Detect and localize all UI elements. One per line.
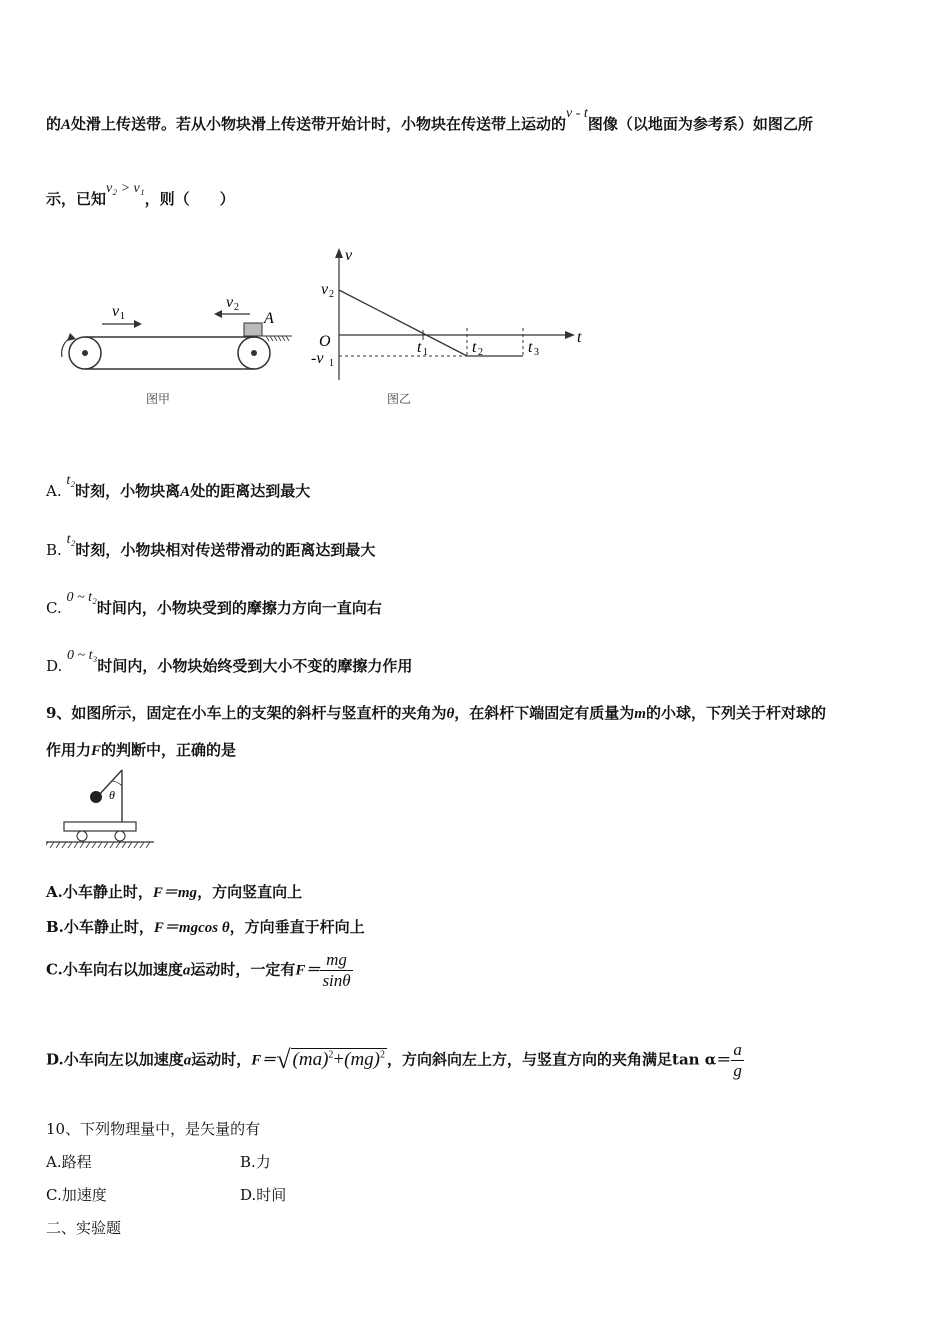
v1-label: v (112, 303, 120, 320)
q9-option-c[interactable]: C.小车向右以加速度a运动时，一定有F＝ $\frac{mg}{\sin\theta}$ (46, 950, 351, 990)
svg-text:2: 2 (478, 347, 483, 358)
caption-yi: 图乙 (387, 392, 412, 406)
svg-text:v: v (345, 247, 353, 264)
cart-body (64, 822, 136, 831)
q8-option-c[interactable]: C. 0 ~ t₂时间内，小物块受到的摩擦力方向一直向右 (46, 590, 382, 617)
svg-text:1: 1 (329, 358, 334, 369)
q8-stem-line2: 示，已知v₂ > v₁，则（ ） (46, 181, 235, 208)
svg-text:t: t (417, 339, 422, 356)
svg-text:2: 2 (329, 289, 334, 300)
v2-label: v (226, 294, 234, 311)
ball (90, 791, 102, 803)
caption-jia: 图甲 (146, 392, 171, 406)
q9-stem-line2: 作用力F的判断中，正确的是 (46, 741, 237, 759)
q10-option-b[interactable]: B.力 (240, 1153, 271, 1171)
svg-text:-v: -v (311, 350, 324, 367)
q9-option-a[interactable]: A.小车静止时，F＝mg，方向竖直向上 (46, 883, 303, 901)
svg-text:1: 1 (423, 347, 428, 358)
figure-cart-rod (46, 768, 156, 852)
q10-option-d[interactable]: D.时间 (240, 1186, 287, 1204)
section-heading: 二、实验题 (46, 1219, 122, 1237)
figure-jia-conveyor (50, 285, 300, 415)
q8-option-a[interactable]: A. t₂时刻，小物块离A处的距离达到最大 (46, 473, 311, 500)
figure-yi-vt-graph (305, 240, 595, 415)
q9-stem-line1: 9、如图所示，固定在小车上的支架的斜杆与竖直杆的夹角为θ，在斜杆下端固定有质量为m的小球，下列关于杆对球的 (46, 704, 826, 722)
q8-stem-line1: 的A处滑上传送带。若从小物块滑上传送带开始计时，小物块在传送带上运动的v - t图像（以地面为参考系）如图乙所 (46, 106, 813, 133)
svg-text:O: O (319, 333, 331, 350)
q8-option-b[interactable]: B. t₂时刻，小物块相对传送带滑动的距离达到最大 (46, 532, 376, 559)
q8-option-d[interactable]: D. 0 ~ t₃时间内，小物块始终受到大小不变的摩擦力作用 (46, 648, 413, 675)
svg-text:t: t (528, 339, 533, 356)
vt-sloped-line (339, 290, 467, 356)
svg-text:t: t (577, 329, 582, 346)
svg-text:v: v (321, 281, 329, 298)
svg-text:3: 3 (534, 347, 539, 358)
sqrt-expression: √ (ma)$^2$+(mg)$^2$ (276, 1044, 386, 1074)
svg-text:t: t (472, 339, 477, 356)
q10-option-c[interactable]: C.加速度 (46, 1186, 107, 1204)
theta-label: θ (109, 788, 115, 802)
block-a (244, 323, 262, 336)
q9-option-d[interactable]: D.小车向左以加速度a运动时，F＝√ (ma)$^2$+(mg)$^2$ ，方向斜向左上方，与竖直方向的夹角满足tan α＝ $\frac{a}{g}$ (46, 1040, 742, 1080)
q10-stem: 10、下列物理量中，是矢量的有 (46, 1120, 261, 1138)
q9-option-b[interactable]: B.小车静止时，F＝mgcos θ，方向垂直于杆向上 (46, 918, 365, 936)
a-label: A (264, 310, 274, 327)
svg-text:1: 1 (120, 311, 125, 322)
svg-text:2: 2 (234, 302, 239, 313)
q10-option-a[interactable]: A.路程 (46, 1153, 92, 1171)
